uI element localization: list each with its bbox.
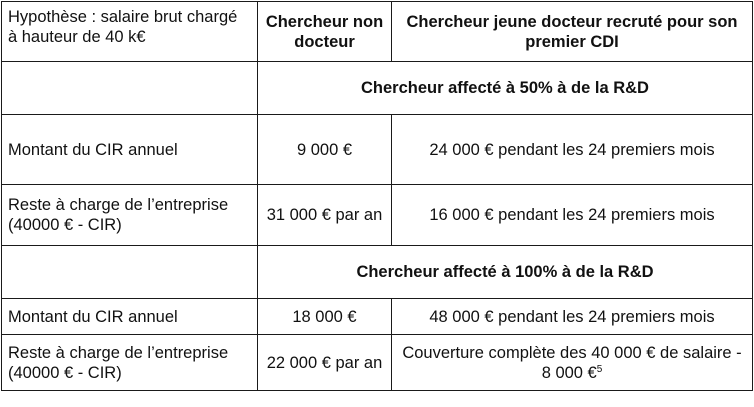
cell-non-docteur: 31 000 € par an (258, 185, 392, 246)
table-row (2, 335, 753, 391)
table-row (2, 299, 753, 335)
header-non-docteur: Chercheur non docteur (258, 2, 392, 62)
section-empty-cell (2, 62, 258, 115)
header-hypothesis: Hypothèse : salaire brut chargé à hauteur de 40 k€ (2, 2, 258, 62)
cell-jeune-docteur-text: Couverture complète des 40 000 € de salaire - 8 000 € (402, 343, 742, 382)
section-row-50 (2, 62, 753, 115)
section-row-100 (2, 246, 753, 299)
cell-jeune-docteur: 48 000 € pendant les 24 premiers mois (392, 299, 753, 335)
row-label: Montant du CIR annuel (2, 115, 258, 185)
cell-jeune-docteur: 24 000 € pendant les 24 premiers mois (392, 115, 753, 185)
row-label: Reste à charge de l’entreprise (40000 € - CIR) (2, 335, 258, 391)
cell-non-docteur: 9 000 € (258, 115, 392, 185)
footnote-marker: 5 (596, 363, 603, 375)
cir-comparison-table (1, 1, 753, 391)
cell-jeune-docteur (392, 335, 753, 391)
table-row (2, 185, 753, 246)
section-title-100: Chercheur affecté à 100% à de la R&D (258, 246, 753, 299)
header-jeune-docteur: Chercheur jeune docteur recruté pour son premier CDI (392, 2, 753, 62)
cell-non-docteur: 18 000 € (258, 299, 392, 335)
row-label: Reste à charge de l’entreprise (40000 € - CIR) (2, 185, 258, 246)
cell-non-docteur: 22 000 € par an (258, 335, 392, 391)
section-title-50: Chercheur affecté à 50% à de la R&D (258, 62, 753, 115)
header-row (2, 2, 753, 62)
row-label: Montant du CIR annuel (2, 299, 258, 335)
table-row (2, 115, 753, 185)
section-empty-cell (2, 246, 258, 299)
cell-jeune-docteur: 16 000 € pendant les 24 premiers mois (392, 185, 753, 246)
